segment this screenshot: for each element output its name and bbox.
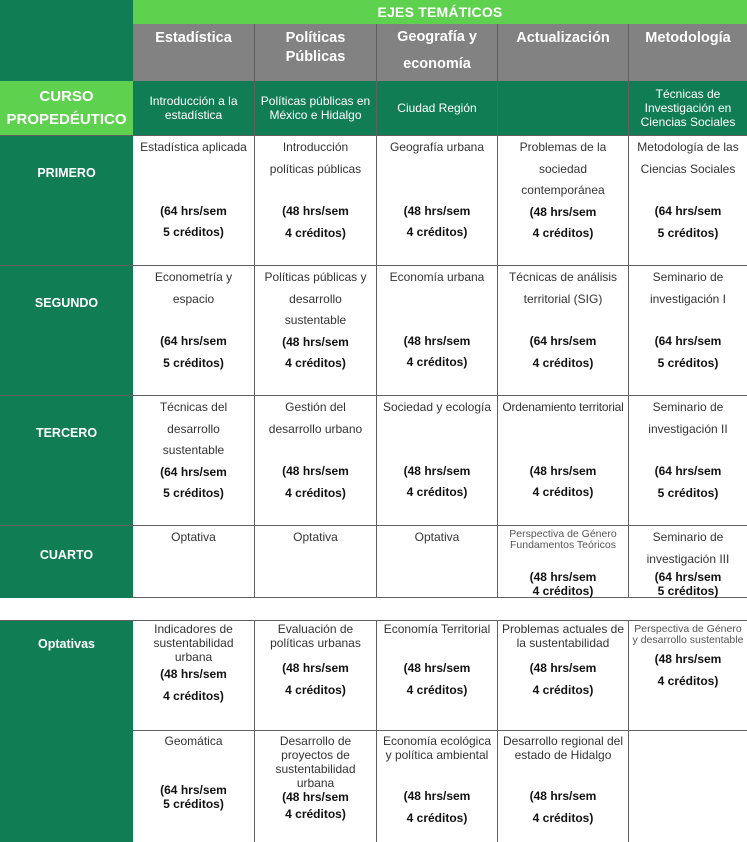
course-credits: 4 créditos) (285, 807, 346, 821)
course-cell (255, 730, 377, 842)
course-hours: (48 hrs/sem (654, 652, 722, 666)
course-cell (255, 525, 377, 598)
course-name: Sociedad y ecología (382, 400, 492, 414)
course-cell (133, 265, 255, 395)
course-hours: (48 hrs/sem (529, 204, 597, 219)
course-cell (629, 135, 747, 265)
propedeutico-label: CURSO PROPEDÉUTICO (0, 81, 133, 135)
course-credits: 4 créditos) (406, 355, 468, 369)
course-credits: 4 créditos) (532, 584, 594, 598)
semester-label-segundo: SEGUNDO (0, 265, 133, 395)
course-name: Economía urbana (389, 270, 485, 284)
course-name: Optativa (414, 530, 460, 544)
axis-header-actualizacion: Actualización (498, 24, 629, 81)
course-hours: (64 hrs/sem (160, 203, 227, 218)
course-name: Técnicas del desarrollo sustentable (159, 400, 228, 457)
course-cell (629, 620, 747, 730)
course-hours: (48 hrs/sem (403, 661, 471, 675)
course-name: Metodología de las Ciencias Sociales (637, 140, 739, 176)
course-cell (133, 620, 255, 730)
course-credits: 5 créditos) (163, 797, 224, 811)
axis-header-metodologia: Metodología (629, 24, 747, 81)
course-credits: 4 créditos) (285, 485, 346, 500)
course-name: Perspectiva de Género y desarrollo sustentable (632, 623, 744, 646)
course-credits: 4 créditos) (285, 225, 346, 240)
semester-label-cuarto: CUARTO (0, 525, 133, 598)
course-hours: (64 hrs/sem (654, 464, 722, 478)
course-cell (498, 265, 629, 395)
course-hours: (48 hrs/sem (529, 661, 597, 675)
course-cell (133, 730, 255, 842)
course-name: Optativa (293, 530, 338, 544)
course-credits: 5 créditos) (163, 486, 224, 500)
course-cell (629, 525, 747, 598)
course-cell (629, 265, 747, 395)
course-hours: (48 hrs/sem (282, 464, 349, 478)
course-credits: 4 créditos) (532, 355, 594, 370)
course-credits: 4 créditos) (532, 682, 594, 697)
course-credits: 4 créditos) (406, 225, 468, 239)
course-hours: (48 hrs/sem (529, 789, 597, 803)
course-hours: (48 hrs/sem (403, 203, 471, 218)
course-credits: 5 créditos) (657, 485, 719, 500)
course-name: Geografía urbana (389, 140, 485, 154)
course-credits: 4 créditos) (285, 682, 346, 697)
course-name: Técnicas de análisis territorial (SIG) (508, 270, 618, 306)
course-cell (133, 395, 255, 525)
course-cell (498, 730, 629, 842)
course-cell (133, 135, 255, 265)
course-name: Seminario de investigación I (649, 270, 727, 306)
course-cell (498, 135, 629, 265)
course-credits: 4 créditos) (406, 810, 468, 825)
course-credits: 4 créditos) (163, 688, 224, 703)
course-cell (377, 620, 498, 730)
course-name: Perspectiva de Género Fundamentos Teóricos (509, 528, 617, 551)
course-name: Optativa (171, 530, 216, 544)
course-cell (255, 265, 377, 395)
course-credits: 4 créditos) (532, 226, 594, 240)
course-hours: (64 hrs/sem (654, 570, 722, 584)
course-cell (377, 730, 498, 842)
course-name: Problemas actuales de la sustentabilidad (501, 622, 625, 650)
course-credits: 4 créditos) (532, 810, 594, 825)
course-hours: (64 hrs/sem (529, 334, 597, 348)
course-name: Introducción políticas públicas (269, 140, 362, 176)
course-hours: (48 hrs/sem (403, 463, 471, 478)
course-credits: 5 créditos) (657, 584, 719, 598)
course-credits: 4 créditos) (657, 673, 719, 688)
course-name: Gestión del desarrollo urbano (268, 400, 363, 436)
course-credits: 5 créditos) (657, 225, 719, 240)
course-name: Seminario de investigación II (648, 400, 728, 436)
course-hours: (64 hrs/sem (160, 334, 227, 348)
course-hours: (64 hrs/sem (160, 783, 227, 797)
course-credits: 4 créditos) (532, 485, 594, 499)
propedeutico-course: Técnicas de Investigación en Ciencias Sociales (629, 81, 747, 135)
course-cell (377, 525, 498, 598)
course-name: Desarrollo de proyectos de sustentabilidad urbana (275, 734, 356, 790)
axis-header-geografia-economia: Geografía y economía (377, 24, 498, 81)
course-hours: (64 hrs/sem (654, 204, 722, 218)
course-name: Desarrollo regional del estado de Hidalgo (502, 734, 624, 762)
course-name: Evaluación de políticas urbanas (270, 622, 361, 650)
course-hours: (48 hrs/sem (529, 463, 597, 478)
course-cell (377, 135, 498, 265)
course-cell (377, 395, 498, 525)
course-name: Ordenamiento territorial (502, 400, 624, 414)
course-hours: (64 hrs/sem (160, 464, 227, 479)
course-name: Políticas públicas y desarrollo sustentable (264, 270, 367, 327)
course-credits: 5 créditos) (657, 355, 719, 370)
semester-label-primero: PRIMERO (0, 135, 133, 265)
course-credits: 5 créditos) (163, 355, 224, 370)
semester-label-tercero: TERCERO (0, 395, 133, 525)
course-cell (629, 395, 747, 525)
course-cell (498, 525, 629, 598)
propedeutico-course: Introducción a la estadística (133, 81, 255, 135)
course-hours: (48 hrs/sem (282, 334, 349, 349)
section-gap (0, 598, 747, 620)
course-hours: (48 hrs/sem (282, 790, 349, 804)
corner-cell (0, 0, 133, 81)
axis-header-estadistica: Estadística (133, 24, 255, 81)
propedeutico-course: Ciudad Región (377, 81, 498, 135)
optativas-label: Optativas (0, 620, 133, 842)
course-hours: (48 hrs/sem (282, 204, 349, 218)
axis-header-politicas-publicas: Políticas Públicas (255, 24, 377, 81)
propedeutico-course: Políticas públicas en México e Hidalgo (255, 81, 377, 135)
course-cell (498, 395, 629, 525)
course-hours: (48 hrs/sem (403, 789, 471, 803)
course-name: Economía Territorial (383, 622, 491, 636)
propedeutico-course (498, 81, 629, 135)
course-hours: (64 hrs/sem (654, 334, 722, 348)
course-hours: (48 hrs/sem (160, 667, 227, 681)
course-cell-empty (629, 730, 747, 842)
course-name: Indicadores de sustentabilidad urbana (153, 622, 234, 664)
course-hours: (48 hrs/sem (529, 570, 597, 584)
course-credits: 4 créditos) (406, 485, 468, 499)
course-cell (498, 620, 629, 730)
course-name: Geomática (164, 734, 223, 748)
course-name: Econometría y espacio (154, 270, 233, 306)
course-credits: 4 créditos) (406, 682, 468, 697)
course-cell (255, 395, 377, 525)
course-name: Estadística aplicada (140, 140, 247, 154)
course-cell (377, 265, 498, 395)
course-credits: 4 créditos) (285, 356, 346, 370)
course-name: Problemas de la sociedad contemporánea (519, 140, 607, 197)
course-hours: (48 hrs/sem (403, 333, 471, 348)
course-credits: 5 créditos) (163, 225, 224, 239)
course-hours: (48 hrs/sem (282, 661, 349, 675)
course-cell (133, 525, 255, 598)
course-name: Seminario de investigación III (646, 530, 730, 566)
ejes-tematicos-title: EJES TEMÁTICOS (133, 0, 747, 24)
course-cell (255, 135, 377, 265)
course-cell (255, 620, 377, 730)
course-name: Economía ecológica y política ambiental (382, 734, 492, 762)
